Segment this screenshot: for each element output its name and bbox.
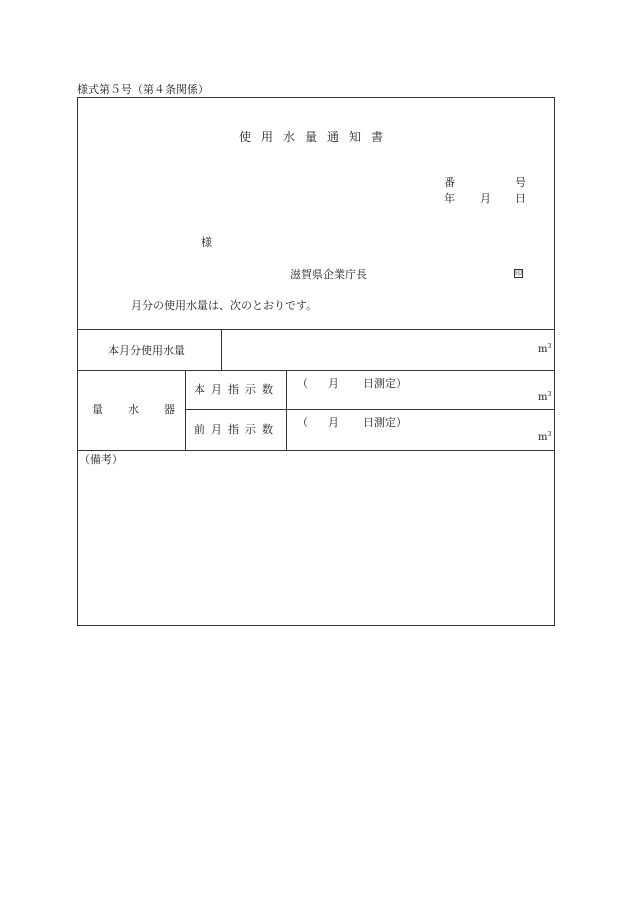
divider-usage-top (78, 329, 554, 330)
issuer-name: 滋賀県企業庁長 (290, 268, 367, 281)
document-title: 使用水量通知書 (239, 130, 394, 144)
remarks-label: （備考） (79, 453, 123, 466)
intro-text: 月分の使用水量は、次のとおりです。 (131, 299, 318, 312)
meter-current-month: 月 (328, 377, 339, 390)
date-label-day: 日 (515, 192, 526, 205)
meter-current-unit: $m^3$ (538, 391, 552, 403)
usage-label: 本月分使用水量 (108, 344, 185, 357)
divider-meter-middle (185, 409, 554, 410)
form-number-label: 様式第５号（第４条関係） (77, 83, 209, 96)
meter-previous-day: 日測定） (363, 416, 407, 429)
number-label-ban: 番 (444, 176, 455, 189)
meter-current-paren: （ (297, 377, 308, 390)
divider-meter-bottom (78, 450, 554, 451)
meter-current-day: 日測定） (363, 377, 407, 390)
meter-previous-month: 月 (328, 416, 339, 429)
divider-meter-sublabel (286, 370, 287, 450)
notice-form-frame (77, 97, 555, 626)
date-label-month: 月 (480, 192, 491, 205)
meter-previous-unit: $m^3$ (538, 431, 552, 443)
number-label-go: 号 (515, 176, 526, 189)
date-label-year: 年 (444, 192, 455, 205)
meter-previous-label: 前月指示数 (194, 423, 279, 436)
meter-label: 量 水 器 (92, 403, 176, 416)
divider-usage-bottom (78, 370, 554, 371)
divider-meter-label (185, 370, 186, 450)
meter-previous-paren: （ (297, 416, 308, 429)
recipient-suffix: 様 (201, 236, 212, 249)
usage-unit: $m^3$ (538, 343, 552, 355)
divider-usage-label (221, 329, 222, 370)
seal-mark: 印 (515, 269, 522, 277)
meter-current-label: 本月指示数 (194, 383, 279, 396)
